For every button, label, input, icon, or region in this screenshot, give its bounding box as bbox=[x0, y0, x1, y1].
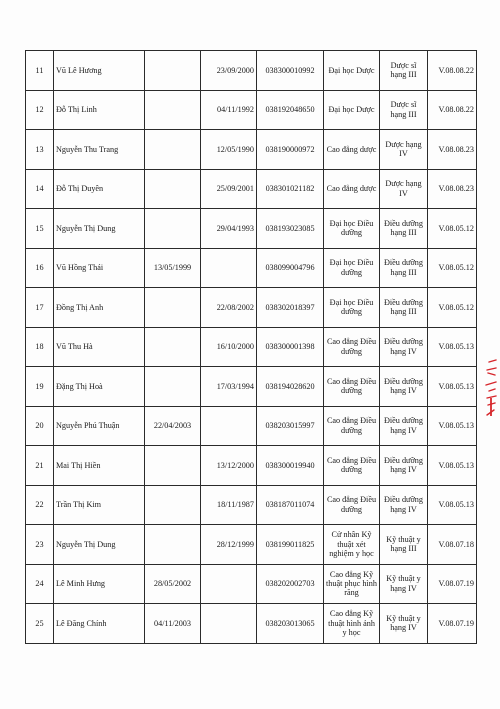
full-name-cell: Trần Thị Kim bbox=[54, 485, 145, 525]
table-row bbox=[26, 130, 477, 170]
full-name-cell: Đặng Thị Hoà bbox=[54, 367, 145, 407]
row-number-cell: 14 bbox=[26, 169, 54, 209]
row-number-cell: 25 bbox=[26, 604, 54, 644]
rank-code-cell: V.08.05.12 bbox=[428, 288, 477, 328]
birth-date-female-cell bbox=[201, 248, 257, 288]
row-number-cell: 13 bbox=[26, 130, 54, 170]
full-name-cell: Vũ Lê Hương bbox=[54, 51, 145, 91]
qualification-cell: Đại học Dược bbox=[324, 90, 380, 130]
row-number-cell: 15 bbox=[26, 209, 54, 249]
qualification-cell: Cao đẳng Kỹ thuật hình ảnh y học bbox=[324, 604, 380, 644]
rank-code-cell: V.08.05.13 bbox=[428, 367, 477, 407]
qualification-cell: Cao đẳng Điều dưỡng bbox=[324, 367, 380, 407]
full-name-cell: Lê Minh Hưng bbox=[54, 564, 145, 604]
rank-code-cell: V.08.05.13 bbox=[428, 327, 477, 367]
full-name-cell: Nguyễn Thị Dung bbox=[54, 525, 145, 565]
citizen-id-cell: 038199011825 bbox=[257, 525, 324, 565]
birth-date-female-cell bbox=[201, 406, 257, 446]
professional-rank-cell: Kỹ thuật y hạng III bbox=[380, 525, 428, 565]
citizen-id-cell: 038099004796 bbox=[257, 248, 324, 288]
birth-date-female-cell: 12/05/1990 bbox=[201, 130, 257, 170]
citizen-id-cell: 038202002703 bbox=[257, 564, 324, 604]
table-row bbox=[26, 90, 477, 130]
birth-date-male-cell bbox=[145, 130, 201, 170]
citizen-id-cell: 038302018397 bbox=[257, 288, 324, 328]
birth-date-male-cell: 13/05/1999 bbox=[145, 248, 201, 288]
qualification-cell: Đại học Dược bbox=[324, 51, 380, 91]
full-name-cell: Đồng Thị Anh bbox=[54, 288, 145, 328]
citizen-id-cell: 038300001398 bbox=[257, 327, 324, 367]
table-row bbox=[26, 209, 477, 249]
row-number-cell: 12 bbox=[26, 90, 54, 130]
full-name-cell: Lê Đăng Chính bbox=[54, 604, 145, 644]
rank-code-cell: V.08.05.13 bbox=[428, 485, 477, 525]
rank-code-cell: V.08.08.23 bbox=[428, 169, 477, 209]
table-row bbox=[26, 327, 477, 367]
row-number-cell: 16 bbox=[26, 248, 54, 288]
birth-date-female-cell bbox=[201, 564, 257, 604]
table-row bbox=[26, 367, 477, 407]
citizen-id-cell: 038301021182 bbox=[257, 169, 324, 209]
table-row bbox=[26, 248, 477, 288]
full-name-cell: Nguyễn Thị Dung bbox=[54, 209, 145, 249]
birth-date-male-cell bbox=[145, 446, 201, 486]
birth-date-male-cell: 04/11/2003 bbox=[145, 604, 201, 644]
professional-rank-cell: Dược hạng IV bbox=[380, 169, 428, 209]
full-name-cell: Vũ Thu Hà bbox=[54, 327, 145, 367]
rank-code-cell: V.08.08.22 bbox=[428, 51, 477, 91]
birth-date-female-cell: 16/10/2000 bbox=[201, 327, 257, 367]
birth-date-female-cell: 28/12/1999 bbox=[201, 525, 257, 565]
row-number-cell: 21 bbox=[26, 446, 54, 486]
professional-rank-cell: Dược sĩ hạng III bbox=[380, 90, 428, 130]
rank-code-cell: V.08.07.19 bbox=[428, 564, 477, 604]
birth-date-male-cell bbox=[145, 288, 201, 328]
birth-date-male-cell bbox=[145, 525, 201, 565]
rank-code-cell: V.08.07.18 bbox=[428, 525, 477, 565]
row-number-cell: 23 bbox=[26, 525, 54, 565]
qualification-cell: Đại học Điều dưỡng bbox=[324, 288, 380, 328]
birth-date-female-cell: 18/11/1987 bbox=[201, 485, 257, 525]
row-number-cell: 17 bbox=[26, 288, 54, 328]
birth-date-female-cell: 13/12/2000 bbox=[201, 446, 257, 486]
row-number-cell: 20 bbox=[26, 406, 54, 446]
qualification-cell: Cao đẳng Điều dưỡng bbox=[324, 485, 380, 525]
full-name-cell: Đỗ Thị Duyên bbox=[54, 169, 145, 209]
full-name-cell: Đỗ Thị Linh bbox=[54, 90, 145, 130]
citizen-id-cell: 038194028620 bbox=[257, 367, 324, 407]
birth-date-male-cell: 22/04/2003 bbox=[145, 406, 201, 446]
professional-rank-cell: Điều dưỡng hạng IV bbox=[380, 446, 428, 486]
red-stamp-fragment bbox=[484, 358, 498, 418]
professional-rank-cell: Kỹ thuật y hạng IV bbox=[380, 604, 428, 644]
birth-date-male-cell bbox=[145, 209, 201, 249]
full-name-cell: Nguyễn Thu Trang bbox=[54, 130, 145, 170]
rank-code-cell: V.08.05.12 bbox=[428, 248, 477, 288]
full-name-cell: Nguyễn Phú Thuận bbox=[54, 406, 145, 446]
row-number-cell: 24 bbox=[26, 564, 54, 604]
full-name-cell: Vũ Hồng Thái bbox=[54, 248, 145, 288]
staff-table bbox=[25, 50, 477, 644]
qualification-cell: Cao đẳng Kỹ thuật phục hình răng bbox=[324, 564, 380, 604]
table-row bbox=[26, 525, 477, 565]
rank-code-cell: V.08.08.22 bbox=[428, 90, 477, 130]
birth-date-male-cell bbox=[145, 485, 201, 525]
birth-date-female-cell bbox=[201, 604, 257, 644]
table-row bbox=[26, 51, 477, 91]
qualification-cell: Cử nhân Kỹ thuật xét nghiệm y học bbox=[324, 525, 380, 565]
table-row bbox=[26, 604, 477, 644]
professional-rank-cell: Dược sĩ hạng III bbox=[380, 51, 428, 91]
professional-rank-cell: Điều dưỡng hạng IV bbox=[380, 367, 428, 407]
qualification-cell: Cao đẳng Điều dưỡng bbox=[324, 406, 380, 446]
citizen-id-cell: 038190000972 bbox=[257, 130, 324, 170]
birth-date-male-cell bbox=[145, 169, 201, 209]
row-number-cell: 19 bbox=[26, 367, 54, 407]
row-number-cell: 22 bbox=[26, 485, 54, 525]
table-row bbox=[26, 446, 477, 486]
birth-date-female-cell: 04/11/1992 bbox=[201, 90, 257, 130]
citizen-id-cell: 038193023085 bbox=[257, 209, 324, 249]
qualification-cell: Cao đẳng dược bbox=[324, 169, 380, 209]
birth-date-male-cell: 28/05/2002 bbox=[145, 564, 201, 604]
birth-date-female-cell: 29/04/1993 bbox=[201, 209, 257, 249]
qualification-cell: Đại học Điều dưỡng bbox=[324, 209, 380, 249]
table-row bbox=[26, 288, 477, 328]
citizen-id-cell: 038300019940 bbox=[257, 446, 324, 486]
row-number-cell: 11 bbox=[26, 51, 54, 91]
birth-date-female-cell: 25/09/2001 bbox=[201, 169, 257, 209]
rank-code-cell: V.08.05.13 bbox=[428, 406, 477, 446]
birth-date-male-cell bbox=[145, 327, 201, 367]
birth-date-male-cell bbox=[145, 367, 201, 407]
professional-rank-cell: Điều dưỡng hạng IV bbox=[380, 485, 428, 525]
professional-rank-cell: Điều dưỡng hạng IV bbox=[380, 406, 428, 446]
rank-code-cell: V.08.05.13 bbox=[428, 446, 477, 486]
qualification-cell: Cao đẳng Điều dưỡng bbox=[324, 446, 380, 486]
table-row bbox=[26, 406, 477, 446]
citizen-id-cell: 038300010992 bbox=[257, 51, 324, 91]
table-body bbox=[26, 51, 477, 644]
row-number-cell: 18 bbox=[26, 327, 54, 367]
rank-code-cell: V.08.05.12 bbox=[428, 209, 477, 249]
table-row bbox=[26, 485, 477, 525]
table-row bbox=[26, 169, 477, 209]
birth-date-female-cell: 22/08/2002 bbox=[201, 288, 257, 328]
citizen-id-cell: 038203013065 bbox=[257, 604, 324, 644]
birth-date-female-cell: 23/09/2000 bbox=[201, 51, 257, 91]
citizen-id-cell: 038203015997 bbox=[257, 406, 324, 446]
professional-rank-cell: Điều dưỡng hạng III bbox=[380, 288, 428, 328]
full-name-cell: Mai Thị Hiền bbox=[54, 446, 145, 486]
birth-date-female-cell: 17/03/1994 bbox=[201, 367, 257, 407]
professional-rank-cell: Điều dưỡng hạng IV bbox=[380, 327, 428, 367]
professional-rank-cell: Kỹ thuật y hạng IV bbox=[380, 564, 428, 604]
table-row bbox=[26, 564, 477, 604]
rank-code-cell: V.08.08.23 bbox=[428, 130, 477, 170]
rank-code-cell: V.08.07.19 bbox=[428, 604, 477, 644]
qualification-cell: Cao đẳng dược bbox=[324, 130, 380, 170]
citizen-id-cell: 038192048650 bbox=[257, 90, 324, 130]
professional-rank-cell: Điều dưỡng hạng III bbox=[380, 248, 428, 288]
professional-rank-cell: Điều dưỡng hạng III bbox=[380, 209, 428, 249]
birth-date-male-cell bbox=[145, 90, 201, 130]
qualification-cell: Cao đẳng Điều dưỡng bbox=[324, 327, 380, 367]
qualification-cell: Đại học Điều dưỡng bbox=[324, 248, 380, 288]
citizen-id-cell: 038187011074 bbox=[257, 485, 324, 525]
birth-date-male-cell bbox=[145, 51, 201, 91]
professional-rank-cell: Dược hạng IV bbox=[380, 130, 428, 170]
